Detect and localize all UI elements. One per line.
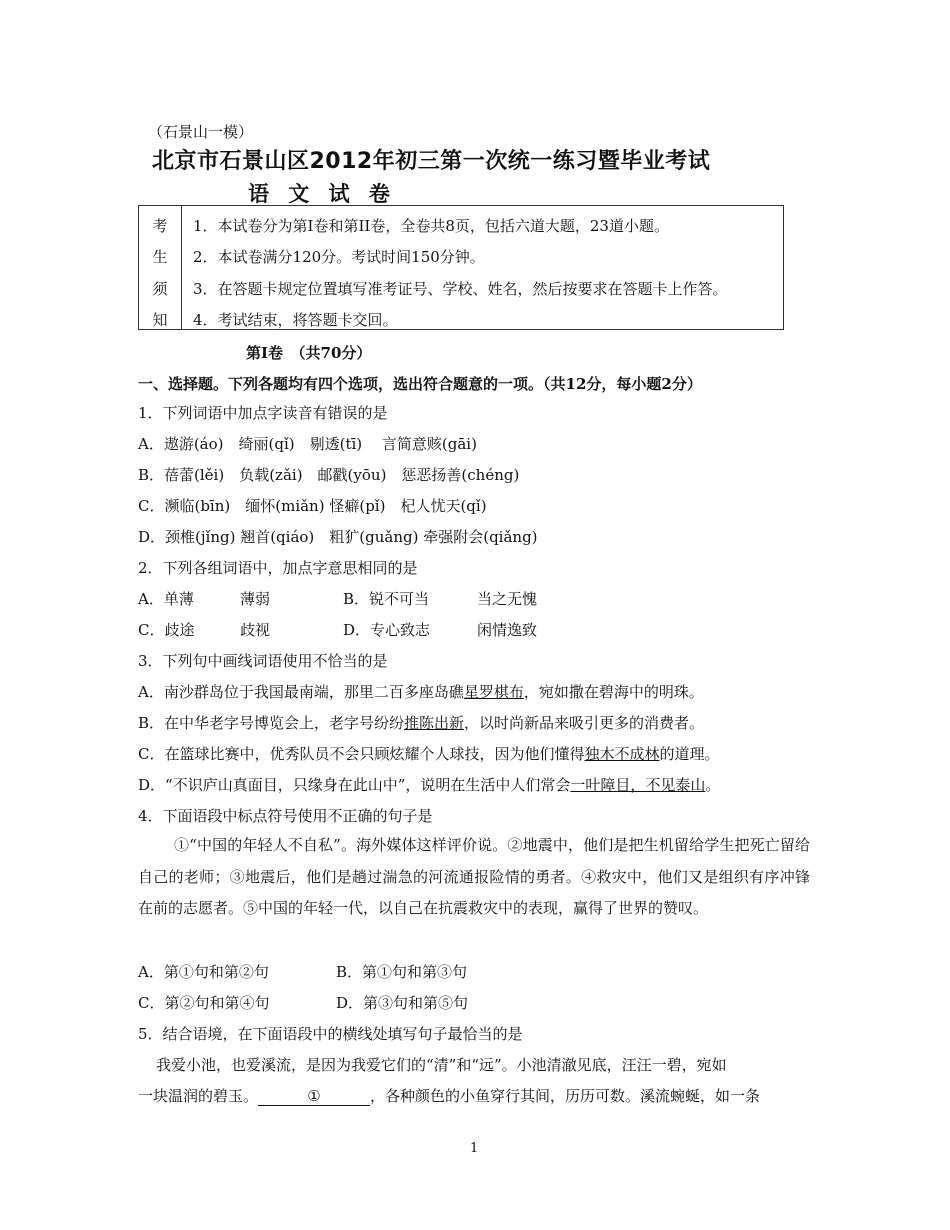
- passage: ①“中国的年轻人不自私”。海外媒体这样评价说。②地震中，他们是把生机留给学生把死亡留给自己的老师；③地震后，他们是趟过湍急的河流通报险情的勇者。④救灾中，他们又是组织有序冲锋在前的志愿者。⑤中国的年轻一代，以自己在抗震救灾中的表现，赢得了世界的赞叹。: [138, 836, 810, 917]
- option-a: A．南沙群岛位于我国最南端，那里二百多座岛礁星罗棋布，宛如撒在碧海中的明珠。: [138, 683, 704, 701]
- option-b: B．第①句和第③句: [336, 963, 468, 981]
- page-number: 1: [470, 1141, 479, 1156]
- question-stem: 2．下列各组词语中，加点字意思相同的是: [138, 559, 418, 577]
- option-c-word: 歧视: [240, 621, 271, 639]
- option-b: B．蓓蕾(lěi) 负载(zǎi) 邮戳(yōu) 惩恶扬善(chéng): [138, 466, 520, 484]
- notice-rule: 3．在答题卡规定位置填写准考证号、学校、姓名，然后按要求在答题卡上作答。: [193, 280, 728, 298]
- notice-rule: 2．本试卷满分120分。考试时间150分钟。: [193, 248, 485, 266]
- underlined-phrase: 推陈出新: [404, 714, 465, 732]
- option-c: C．歧途: [138, 621, 195, 639]
- part-title: 第I卷 （共70分）: [246, 344, 372, 362]
- option-c: C．在篮球比赛中，优秀队员不会只顾炫耀个人球技，因为他们懂得独木不成林的道理。: [138, 745, 720, 763]
- notice-side-label: [139, 206, 182, 329]
- exam-subtitle: 语 文 试 卷: [248, 182, 396, 206]
- notice-side-char: 须: [152, 280, 168, 298]
- option-a: A．遨游(áo) 绮丽(qǐ) 剔透(tī) 言简意赅(gāi): [138, 435, 477, 453]
- option-d-word: 闲情逸致: [477, 621, 538, 639]
- option-d: D．颈椎(jǐng) 翘首(qiáo) 粗犷(guǎng) 牵强附会(qiǎng): [138, 528, 538, 546]
- option-c: C．第②句和第④句: [138, 994, 270, 1012]
- option-b-word: 当之无愧: [477, 590, 538, 608]
- option-d: D．专心致志: [343, 621, 431, 639]
- candidate-notice-box: [138, 205, 784, 330]
- option-a: A．第①句和第②句: [138, 963, 269, 981]
- underlined-phrase: 独木不成林: [584, 745, 660, 763]
- underlined-phrase: 星罗棋布: [463, 683, 524, 701]
- question-stem: 3．下列句中画线词语使用不恰当的是: [138, 652, 388, 670]
- notice-rule: 1．本试卷分为第I卷和第II卷，全卷共8页，包括六道大题，23道小题。: [193, 217, 669, 235]
- question-stem: 5．结合语境，在下面语段中的横线处填写句子最恰当的是: [138, 1025, 523, 1043]
- option-a: A．单薄: [138, 590, 194, 608]
- question-stem: 4．下面语段中标点符号使用不正确的句子是: [138, 807, 433, 825]
- section-heading: 一、选择题。下列各题均有四个选项，选出符合题意的一项。（共12分，每小题2分）: [138, 375, 702, 393]
- option-d: D．第③句和第⑤句: [336, 994, 469, 1012]
- option-b: B．在中华老字号博览会上，老字号纷纷推陈出新，以时尚新品来吸引更多的消费者。: [138, 714, 705, 732]
- answer-blank: ①: [258, 1088, 370, 1106]
- underlined-phrase: 一叶障目，不见泰山: [570, 776, 706, 794]
- notice-side-char: 考: [152, 217, 168, 235]
- option-d: D．“不识庐山真面目，只缘身在此山中”，说明在生活中人们常会一叶障目，不见泰山。: [138, 776, 721, 794]
- option-b: B．锐不可当: [343, 590, 430, 608]
- option-a-word: 薄弱: [240, 590, 271, 608]
- notice-side-char: 生: [152, 248, 168, 266]
- passage-line: 我爱小池，也爱溪流，是因为我爱它们的“清”和“远”。小池清澈见底，汪汪一碧，宛如: [156, 1056, 727, 1074]
- source-note: （石景山一模）: [148, 123, 254, 141]
- notice-side-char: 知: [152, 311, 168, 329]
- question-stem: 1．下列词语中加点字读音有错误的是: [138, 404, 388, 422]
- passage-line: 一块温润的碧玉。 ① ，各种颜色的小鱼穿行其间，历历可数。溪流蜿蜒，如一条: [138, 1087, 761, 1105]
- notice-rule: 4．考试结束，将答题卡交回。: [193, 311, 398, 329]
- exam-title: 北京市石景山区2012年初三第一次统一练习暨毕业考试: [152, 149, 711, 174]
- option-c: C．濒临(bīn) 缅怀(miǎn) 怪癖(pǐ) 杞人忧天(qǐ): [138, 497, 487, 515]
